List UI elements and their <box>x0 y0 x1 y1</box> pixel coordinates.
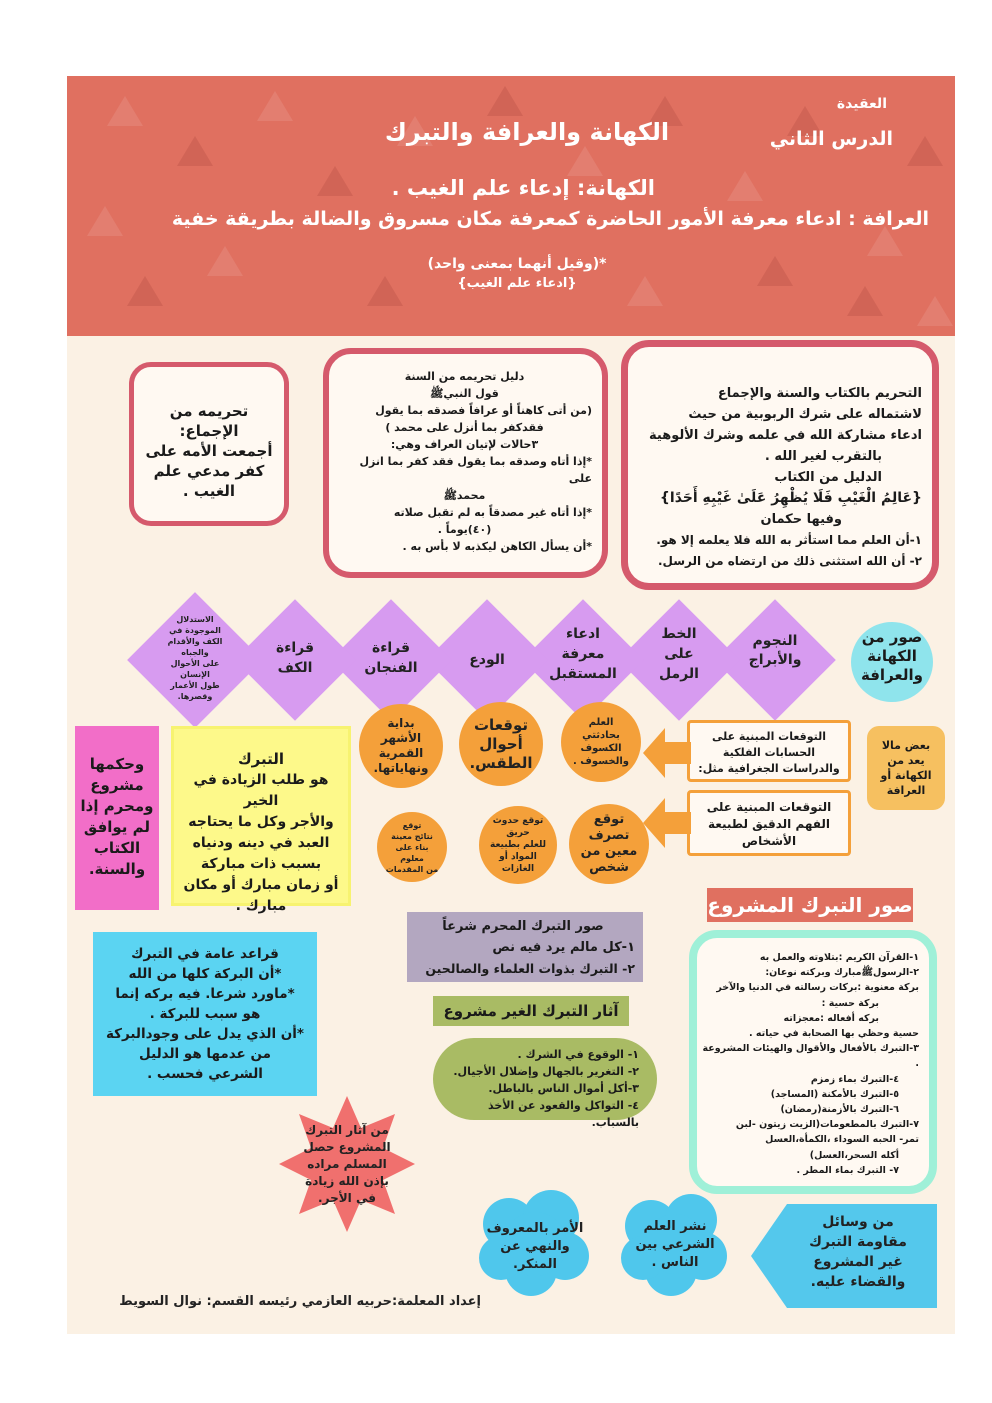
note-ghayb: {ادعاء علم الغيب} <box>457 276 577 291</box>
text-line: وحكمها <box>89 755 145 773</box>
text-line: قراعد عامة في التبرك <box>131 946 279 962</box>
text-line: والأجر وكل ما يحتاجه <box>188 814 334 830</box>
mashru-list <box>689 930 937 1194</box>
text-line: حريق <box>506 828 530 838</box>
text-line: والخسوف . <box>573 756 629 767</box>
text-line: الفهم الدقيق لطبيعة <box>707 817 831 831</box>
text-line: والدراسات الجغرافية مثل: <box>698 762 840 775</box>
text-line: بناء على <box>395 842 429 852</box>
text-line: بالتقرب لغير الله . <box>764 449 882 464</box>
text-line: أو زمان مبارك أو مكان <box>183 877 339 893</box>
arrow-left-icon <box>643 798 691 848</box>
text-line: ٧-التبرك بالمطعومات(الزيت زيتون -لبن <box>735 1119 919 1131</box>
text-line: ٥-التبرك بالأمكنة (المساجد) <box>770 1088 899 1100</box>
quran-verse: {عَالِمُ الْغَيْبِ فَلَا يُظْهِرُ عَلَىٰ غَيْبِهِ أَحَدًا} <box>659 490 922 506</box>
text-line: الكهانة <box>867 647 917 665</box>
lesson-label: الدرس الثاني <box>769 128 893 150</box>
form-shells <box>439 650 535 670</box>
text-line: ١- الوقوع في الشرك . <box>517 1048 639 1061</box>
text-line: محمدﷺ <box>443 489 486 502</box>
text-line: ٧- التبرك بماء المطر . <box>796 1164 899 1176</box>
text-line: *أن الذي يدل على وجودالبركة <box>105 1026 304 1042</box>
text-line: الحسابات الفلكية <box>722 746 816 759</box>
text-line: مبارك . <box>235 898 287 914</box>
text-line: أجمعت الأمه على <box>145 442 273 460</box>
text-line: توقع <box>593 812 625 827</box>
text-line: العرافة <box>886 784 926 797</box>
text-line: قول النبيﷺ <box>430 387 499 400</box>
lunar-months-circle <box>359 704 443 788</box>
muharram-box <box>407 912 643 982</box>
text-line: الغيب . <box>182 482 236 500</box>
text-line: كفر مدعي علم <box>153 462 265 480</box>
text-line: ٢- أن الله استثنى ذلك من ارتضاه من الرسل. <box>657 554 922 568</box>
text-line: من آثار التبرك <box>305 1123 389 1137</box>
text-line: الغازات <box>501 864 535 874</box>
text-line: توقع حدوث <box>492 816 544 826</box>
text-line: ادعاء مشاركة الله في علمه وشرك الألوهية <box>649 428 922 443</box>
text-line: شخص <box>589 860 629 875</box>
text-line: ١-كل مالم يرد فيه نص <box>492 940 635 955</box>
text-line: المواد أو <box>499 852 537 862</box>
text-line: مقاومة التبرك <box>809 1234 907 1250</box>
fire-circle <box>479 806 557 884</box>
text-line: ومحرم إذا <box>80 797 154 815</box>
text-line: بداية <box>387 716 415 730</box>
text-line: الكف والأقدام <box>167 637 223 646</box>
hadith-text: فقدكفر بما أنزل على محمد ) <box>385 421 544 434</box>
text-line: *إذا أتاه غير مصدقاً به لم تقبل صلاته <box>393 506 592 519</box>
results-circle <box>377 812 447 882</box>
form-future <box>535 624 631 684</box>
text-line: بعض مالا <box>881 739 931 752</box>
text-line: على <box>664 646 694 662</box>
text-line: الشرعي بين <box>635 1237 715 1252</box>
text-line: وقصرها. <box>177 692 213 701</box>
forms-title <box>851 622 933 702</box>
wasail-text <box>783 1212 933 1292</box>
text-line: بسبب ذات مباركة <box>200 856 322 872</box>
def-kahana: الكهانة: إدعاء علم الغيب . <box>391 176 655 200</box>
text-line: الموجودة في <box>169 626 221 635</box>
text-line: الأشهر <box>380 731 422 745</box>
eclipse-circle <box>561 702 641 782</box>
text-line: الإنسان <box>180 670 210 679</box>
text-line: هو طلب الزيادة في الخير <box>193 772 329 809</box>
note-same-meaning: *(وقيل أنهما بمعنى واحد) <box>427 256 607 272</box>
text-line: الرمل <box>659 666 699 682</box>
text-line: نتائج معينة <box>391 831 433 841</box>
text-line: الشرعي فحسب . <box>147 1066 263 1082</box>
text-line: للعلم بطبيعة <box>489 840 547 850</box>
form-sand <box>631 624 727 684</box>
text-line: ادعاء <box>566 626 600 642</box>
text-line: ٣-أكل أموال الناس بالباطل. <box>488 1082 639 1095</box>
text-line: تصرف <box>588 828 630 843</box>
text-line: معرفة <box>561 646 605 662</box>
text-line: صور من <box>861 628 923 646</box>
text-line: طول الأعمار <box>170 681 220 690</box>
text-line: بحادثتي <box>582 730 620 741</box>
poster <box>67 76 955 1334</box>
text-line: الكسوف <box>580 743 622 754</box>
athar-title: آثار التبرك الغير مشروع <box>433 996 629 1026</box>
text-line: من عدمها هو الدليل <box>139 1046 271 1062</box>
text-line: مشروع <box>90 776 144 794</box>
text-line: ٢-الرسولﷺمبارك وبركته نوعان: <box>765 967 919 979</box>
text-line: على الأحوال <box>170 659 220 668</box>
text-line: *ماورد شرعا. فيه بركه إنما <box>115 986 295 1002</box>
text-line: تحريمه من الإجماع: <box>169 402 249 440</box>
text-line: الدليل من الكتاب <box>774 470 882 485</box>
text-line: ونهاياتها. <box>373 761 429 775</box>
text-line: والنهي عن <box>500 1239 570 1254</box>
text-line: لاشتماله على شرك الربوبية من حيث <box>688 407 922 422</box>
text-line: التبرك <box>237 750 285 768</box>
text-line: التوقعات المبنية على <box>706 800 832 814</box>
footer-credit: إعداد المعلمة:حربيه العازمي رئيسه القسم: نوال السويط <box>119 1294 481 1309</box>
text-line: معلوم <box>400 853 424 863</box>
header-banner <box>67 76 955 336</box>
text-line: *أن يسأل الكاهن ليكذبه لا بأس به . <box>402 540 592 553</box>
text-line: أحوال <box>479 734 523 753</box>
text-line: (٤٠)يوماً . <box>437 523 492 536</box>
text-line: المستقبل <box>549 666 617 682</box>
text-line: دليل تحريمه من السنة <box>404 370 525 383</box>
athar-cloud <box>433 1038 657 1129</box>
text-line: والجباه <box>181 648 209 657</box>
text-line: ١-القرآن الكريم :بتلاوته والعمل به <box>759 952 919 963</box>
text-line: الكتاب <box>93 839 141 857</box>
not-kahana-label <box>867 726 945 810</box>
text-line: العبد في دينه ودنياه <box>192 835 330 851</box>
text-line: الخط <box>661 626 697 642</box>
text-line: الأشخاص <box>741 834 797 848</box>
text-line: القمرية <box>378 746 424 760</box>
text-line: المنكر. <box>513 1257 557 1272</box>
text-line: والعرافة <box>861 666 923 684</box>
text-line: العلم <box>588 717 614 728</box>
text-line: نشر العلم <box>643 1219 707 1234</box>
text-line: الناس . <box>651 1255 699 1270</box>
text-line: *إذا أتاه وصدقه بما يقول فقد كفر بما انزل على <box>359 455 592 485</box>
text-line: المسلم مراده <box>307 1157 387 1171</box>
text-line: الكف <box>277 660 313 676</box>
qawaid-box <box>93 932 317 1096</box>
mashru-title: صور التبرك المشروع <box>707 888 913 922</box>
text-line: الودع <box>469 652 505 668</box>
page-title: الكهانة والعرافة والتبرك <box>384 118 670 146</box>
text-line: المشروع حصل <box>303 1140 391 1154</box>
text-line: ٤-التبرك بماء زمزم <box>810 1073 899 1085</box>
form-signs <box>155 614 235 702</box>
text-line: والقضاء عليه. <box>810 1274 906 1290</box>
text-line: ٤- التواكل والقعود عن الأخذ بالسباب. <box>488 1099 639 1129</box>
ijma-box <box>129 362 289 526</box>
people-insight-box <box>687 790 851 856</box>
text-line: معين من <box>580 844 638 859</box>
text-line: وفيها حكمان <box>760 512 842 527</box>
text-line: توقعات <box>473 715 529 734</box>
form-cup <box>343 638 439 678</box>
text-line: بركة حسية : <box>821 997 879 1009</box>
text-line: التحريم بالكتاب والسنة والإجماع <box>717 386 922 401</box>
text-line: التوقعات المبنية على <box>711 730 827 743</box>
text-line: الأمر بالمعروف <box>486 1221 584 1236</box>
text-line: صور التبرك المحرم شرعاً <box>442 919 604 934</box>
cloud-enjoining <box>479 1220 591 1274</box>
astro-calc-box <box>687 720 851 782</box>
text-line: النجوم <box>752 633 798 649</box>
text-line: لم يوافق <box>83 818 151 836</box>
hadith-text: (من أتى كاهناً أو عرافاً فصدقه بما يقول <box>375 404 592 417</box>
tahrim-box <box>621 340 939 590</box>
arrow-left-icon <box>643 728 691 778</box>
text-line: ١-أن العلم مما استأثر به الله فلا يعلمه إلا هو. <box>656 533 922 547</box>
text-line: تمر- الحبه السوداء ،الكمأة،العسل <box>765 1134 919 1146</box>
text-line: أكله السحر،العسل) <box>809 1149 899 1161</box>
text-line: *أن البركة كلها من الله <box>128 966 282 982</box>
text-line: هو سبب للبركة . <box>149 1006 261 1022</box>
tabarruk-definition <box>171 726 351 914</box>
form-stars <box>727 632 823 670</box>
text-line: من المقدمات <box>385 864 439 874</box>
text-line: بإذن الله زيادة <box>305 1174 389 1188</box>
text-line: الكهانة أو <box>880 769 932 782</box>
text-line: من وسائل <box>822 1214 894 1230</box>
weather-circle <box>459 702 543 786</box>
text-line: الطقس. <box>469 753 533 772</box>
text-line: قراءة <box>275 640 315 656</box>
text-line: قراءة <box>371 640 411 656</box>
text-line: ٣-التبرك بالأفعال والأقوال والهيئات المشروعة . <box>702 1043 919 1070</box>
text-line: بركة معنوية :بركات رسالته في الدنيا والآخر <box>716 982 919 994</box>
hukm-box <box>75 726 159 910</box>
text-line: ٢- التبرك بذوات العلماء والصالحين <box>425 961 635 976</box>
text-line: ٣حالات لإتيان العراف وهي: <box>390 438 539 451</box>
text-line: الاستدلال <box>176 615 214 624</box>
text-line: في الأجر. <box>318 1191 376 1205</box>
text-line: حسية وحظي بها الصحابة في حياته . <box>748 1028 919 1040</box>
sunnah-box <box>323 348 608 578</box>
text-line: بركه أفعاله :معجزاته <box>783 1012 879 1024</box>
def-arafa: العرافة : ادعاء معرفة الأمور الحاضرة كمعرفة مكان مسروق والضالة بطريقة خفية <box>171 208 929 230</box>
subject-label: العقيدة <box>836 96 887 112</box>
text-line: ٢- التغرير بالجهال وإضلال الأجيال. <box>453 1065 639 1078</box>
text-line: توقع <box>402 820 422 830</box>
text-line: والسنة. <box>88 860 146 878</box>
behavior-circle <box>569 804 649 884</box>
cloud-knowledge <box>625 1218 725 1272</box>
text-line: غير المشروع <box>813 1254 903 1270</box>
text-line: يعد من <box>887 754 925 767</box>
text-line: ٦-التبرك بالأزمنة(رمضان) <box>780 1104 899 1116</box>
star-text <box>293 1122 401 1207</box>
text-line: والأبراج <box>748 652 802 668</box>
text-line: الفنجان <box>364 660 418 676</box>
